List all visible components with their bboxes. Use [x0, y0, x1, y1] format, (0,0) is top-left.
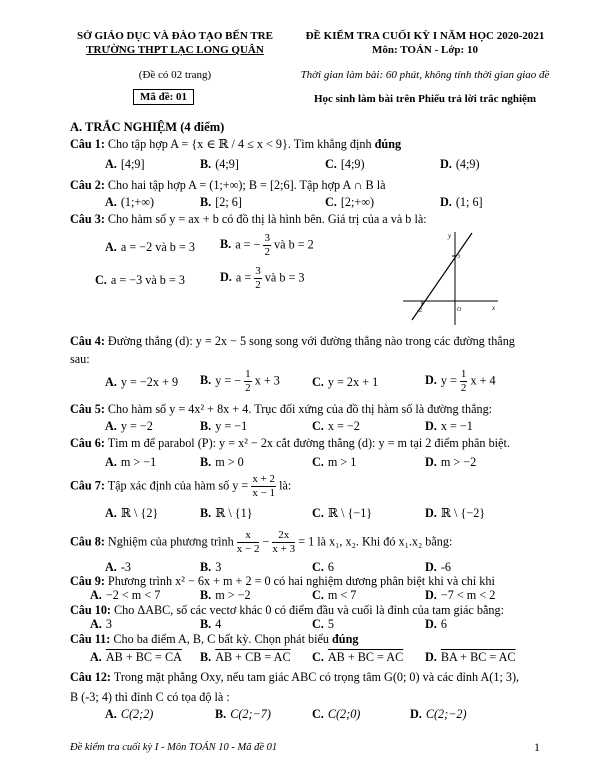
exam-title: ĐỀ KIỂM TRA CUỐI KỲ I NĂM HỌC 2020-2021 — [305, 30, 545, 42]
q8-option-b: B. 3 — [200, 560, 222, 574]
question-5: Câu 5: Cho hàm số y = 4x² + 8x + 4. Trục đối xứng của đồ thị hàm số là đường thẳng: — [70, 402, 493, 416]
q1-option-d: D. (4;9) — [440, 157, 480, 171]
q1-option-c: C. [4;9) — [325, 157, 365, 171]
x-axis-label: x — [492, 304, 496, 312]
page-number: 1 — [534, 740, 540, 754]
q6-option-a: A. m > −1 — [105, 455, 157, 469]
time-note: Thời gian làm bài: 60 phút, không tính thời gian giao đề — [300, 69, 550, 81]
q6-option-b: B. m > 0 — [200, 455, 244, 469]
q11-option-d: D. BA + BC = AC — [425, 650, 516, 664]
q5-option-c: C. x = −2 — [312, 419, 360, 433]
question-12: Câu 12: Trong mặt phẳng Oxy, nếu tam giác ABC có trọng tâm G(0; 0) và các đỉnh A(1; 3), — [70, 670, 520, 684]
q8-option-d: D. -6 — [425, 560, 452, 574]
question-4: Câu 4: Đường thẳng (d): y = 2x − 5 song song với đường thẳng nào trong các đường thẳng — [70, 334, 515, 348]
question-8: Câu 8: Nghiệm của phương trình $\frac{x}{x - 2}$ − $\frac{2x}{x + 3}$ = 1 là x₁, x₂. Khi đó x₁.x₂ bằng: — [70, 529, 453, 555]
q5-option-a: A. y = −2 — [105, 419, 153, 433]
exam-code: Mã đề: 01 — [133, 89, 194, 105]
footer-text: Đề kiểm tra cuối kỳ I - Môn TOÁN 10 - Mã đề 01 — [70, 742, 278, 753]
q4-option-a: A. y = −2x + 9 — [105, 375, 179, 389]
q10-option-b: B. 4 — [200, 617, 222, 631]
q5-option-d: D. x = −1 — [425, 419, 473, 433]
question-11: Câu 11: Cho ba điểm A, B, C bất kỳ. Chọn phát biểu đúng — [70, 632, 359, 646]
line-graph — [400, 228, 500, 328]
q6-option-d: D. m > −2 — [425, 455, 477, 469]
answer-sheet-note: Học sinh làm bài trên Phiếu trả lời trắc nghiệm — [313, 93, 537, 105]
q10-option-a: A. 3 — [90, 617, 112, 631]
q3-option-d: D. a = $\frac{3}{2}$ và b = 3 — [220, 265, 305, 291]
question-1: Câu 1: Cho tập hợp A = {x ∈ ℝ / 4 ≤ x < 9}. Tìm khẳng định đúng — [70, 137, 402, 151]
q7-option-c: C. ℝ \ {−1} — [312, 506, 373, 520]
q2-option-d: D. (1; 6] — [440, 195, 483, 209]
q4-option-b: B. y = − $\frac{1}{2}$ x + 3 — [200, 368, 280, 394]
q3-option-c: C. a = −3 và b = 3 — [95, 273, 185, 287]
q10-option-c: C. 5 — [312, 617, 334, 631]
question-9: Câu 9: Phương trình x² − 6x + m + 2 = 0 có hai nghiệm dương phân biệt khi và chỉ khi — [70, 574, 495, 588]
q5-option-b: B. y = −1 — [200, 419, 248, 433]
q7-option-b: B. ℝ \ {1} — [200, 506, 253, 520]
question-7: Câu 7: Tập xác định của hàm số y = $\frac{x + 2}{x - 1}$ là: — [70, 473, 292, 499]
q4-option-d: D. y = $\frac{1}{2}$ x + 4 — [425, 368, 496, 394]
school-name: TRƯỜNG THPT LẠC LONG QUÂN — [86, 44, 264, 56]
question-6: Câu 6: Tìm m để parabol (P): y = x² − 2x cắt đường thẳng (d): y = m tại 2 điểm phân biệt. — [70, 436, 510, 450]
q1-option-a: A. [4;9] — [105, 157, 145, 171]
q2-option-a: A. (1;+∞) — [105, 195, 155, 209]
q2-option-b: B. [2; 6] — [200, 195, 242, 209]
page-count: (Đề có 02 trang) — [138, 69, 212, 81]
graph-line — [412, 233, 472, 320]
q12-option-c: C. C(2;0) — [312, 707, 361, 721]
q9-option-c: C. m < 7 — [312, 588, 357, 602]
q4-option-c: C. y = 2x + 1 — [312, 375, 379, 389]
q3-option-b: B. a = − $\frac{3}{2}$ và b = 2 — [220, 232, 314, 258]
q2-option-c: C. [2;+∞) — [325, 195, 375, 209]
q9-option-a: A. −2 < m < 7 — [90, 588, 161, 602]
question-4-line2: sau: — [70, 352, 90, 366]
q11-option-a: A. AB + BC = CA — [90, 650, 182, 664]
subject-grade: Môn: TOÁN - Lớp: 10 — [372, 44, 478, 56]
question-10: Câu 10: Cho ΔABC, số các vectơ khác 0 có điểm đầu và cuối là đỉnh của tam giác bằng: — [70, 603, 504, 617]
y-tick-label: 3 — [457, 254, 460, 260]
y-axis-label: y — [448, 232, 452, 240]
q1-option-b: B. (4;9] — [200, 157, 239, 171]
question-2: Câu 2: Cho hai tập hợp A = (1;+∞); B = [2;6]. Tập hợp A ∩ B là — [70, 178, 386, 192]
question-3: Câu 3: Cho hàm số y = ax + b có đồ thị là hình bên. Giá trị của a và b là: — [70, 212, 427, 226]
q11-option-b: B. AB + CB = AC — [200, 650, 291, 664]
q8-option-c: C. 6 — [312, 560, 334, 574]
q7-option-a: A. ℝ \ {2} — [105, 506, 159, 520]
section-heading: A. TRẮC NGHIỆM (4 điểm) — [70, 120, 225, 134]
q6-option-c: C. m > 1 — [312, 455, 357, 469]
q8-option-a: A. -3 — [105, 560, 132, 574]
q3-option-a: A. a = −2 và b = 3 — [105, 240, 195, 254]
q9-option-b: B. m > −2 — [200, 588, 251, 602]
x-tick-label: -2 — [417, 308, 422, 314]
q11-option-c: C. AB + BC = AC — [312, 650, 404, 664]
q12-option-d: D. C(2;−2) — [410, 707, 467, 721]
q12-option-a: A. C(2;2) — [105, 707, 154, 721]
question-12-line2: B (-3; 4) thì đỉnh C có tọa độ là : — [70, 690, 230, 704]
q7-option-d: D. ℝ \ {−2} — [425, 506, 486, 520]
q9-option-d: D. −7 < m < 2 — [425, 588, 496, 602]
origin-label: O — [457, 307, 462, 313]
q10-option-d: D. 6 — [425, 617, 447, 631]
q12-option-b: B. C(2;−7) — [215, 707, 271, 721]
department-name: SỞ GIÁO DỤC VÀ ĐÀO TẠO BẾN TRE — [77, 30, 273, 42]
